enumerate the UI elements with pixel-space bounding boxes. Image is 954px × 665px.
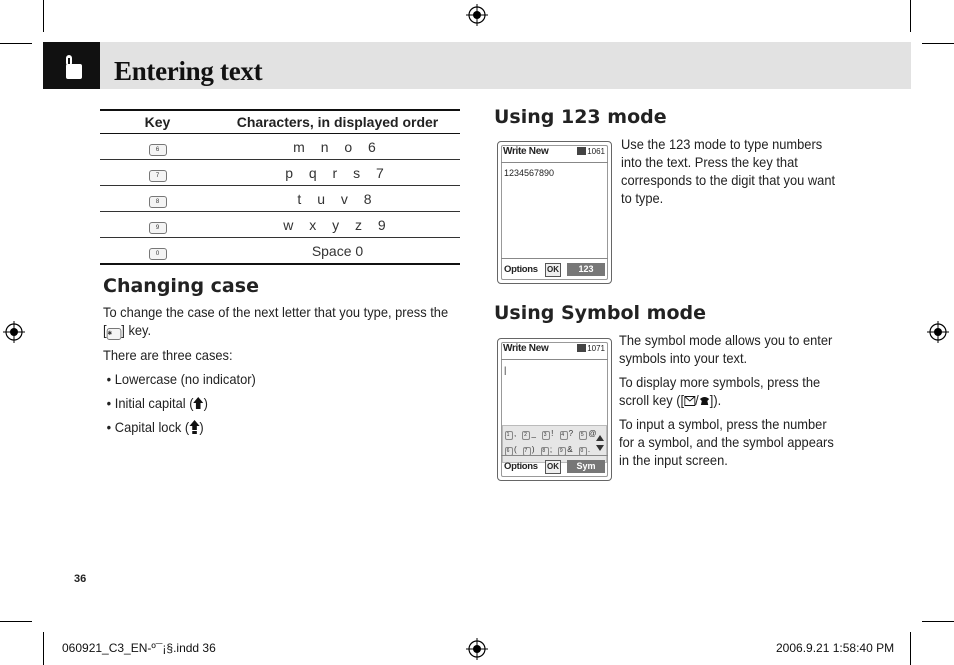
crop-mark <box>922 43 954 44</box>
table-row <box>100 134 460 160</box>
bullet-text: Capital lock ( <box>114 419 190 435</box>
scroll-arrows-icon[interactable] <box>596 435 604 451</box>
bullet-text: ) <box>199 419 204 435</box>
list-item: • Initial capital ( ) <box>106 395 208 411</box>
cases-intro: There are three cases: <box>103 347 233 363</box>
divider <box>501 359 608 360</box>
divider <box>501 162 608 163</box>
envelope-icon <box>684 396 695 406</box>
symbol-number: 0 <box>580 448 586 454</box>
table-row <box>100 238 460 265</box>
softkey-bar <box>501 457 608 477</box>
symbol-mode-paragraph: The symbol mode allows you to enter symbols into your text. <box>619 332 833 366</box>
ok-key[interactable]: OK <box>545 460 561 474</box>
key-9-icon: 9 <box>149 222 167 234</box>
symbol-number: 1 <box>506 432 512 438</box>
header-tab <box>43 42 100 89</box>
crop-mark <box>910 632 911 665</box>
list-item: • Lowercase (no indicator) <box>106 371 256 387</box>
mode-123-heading: Using 123 mode <box>494 106 667 128</box>
options-softkey[interactable]: Options <box>504 264 538 275</box>
symbol-number: 3 <box>543 432 549 438</box>
key-7-icon: 7 <box>149 170 167 182</box>
table-row <box>100 186 460 212</box>
bullet-text: Initial capital ( <box>114 395 194 411</box>
registration-mark-icon <box>927 321 949 343</box>
list-item: • Capital lock ( ) <box>106 419 204 435</box>
table-row <box>100 160 460 186</box>
input-text: 1234567890 <box>504 168 555 178</box>
char-counter <box>577 147 605 156</box>
mode-123-description: Use the 123 mode to type numbers into the text. Press the key that corresponds to the digit that you want to type. <box>621 136 836 206</box>
slug-date: 2006.9.21 1:58:40 PM <box>776 641 895 655</box>
initial-capital-icon <box>194 397 204 409</box>
characters-cell: w x y z 9 <box>283 216 392 233</box>
text-cursor: | <box>504 365 507 375</box>
column-header-key: Key <box>100 110 215 134</box>
key-0-icon: 0 <box>149 248 167 260</box>
table-row <box>100 212 460 238</box>
symbol-number: 5 <box>580 432 586 438</box>
abc-indicator-icon <box>577 147 586 155</box>
column-header-characters: Characters, in displayed order <box>215 110 460 134</box>
symbol-char[interactable]: . <box>587 445 593 454</box>
registration-mark-icon <box>466 638 488 660</box>
ok-key[interactable]: OK <box>545 263 561 277</box>
phone-icon <box>699 396 710 406</box>
symbol-char[interactable]: ; <box>549 445 555 454</box>
text-span: To change the case of the next letter that you type, press the [ <box>103 304 449 338</box>
crop-mark <box>910 0 911 32</box>
symbol-char[interactable]: , <box>514 429 519 438</box>
changing-case-heading: Changing case <box>103 275 259 297</box>
symbol-row-1 <box>505 429 598 440</box>
crop-mark <box>0 621 32 622</box>
phone-screen-123 <box>497 141 612 284</box>
star-key-icon: ✱ <box>107 328 122 340</box>
symbol-char[interactable]: & <box>567 445 575 454</box>
symbol-number: 9 <box>559 448 565 454</box>
crop-mark <box>43 0 44 32</box>
symbol-char[interactable]: ? <box>568 429 576 438</box>
symbol-char[interactable]: _ <box>531 429 538 438</box>
symbol-number: 6 <box>506 448 512 454</box>
symbol-mode-heading: Using Symbol mode <box>494 302 706 324</box>
key-8-icon: 8 <box>149 196 167 208</box>
symbol-number: 7 <box>524 448 530 454</box>
text-span: To display more symbols, press the scroll key ([ <box>619 374 821 408</box>
hand-pointer-icon <box>63 52 85 82</box>
symbol-char[interactable]: ! <box>551 429 556 438</box>
page-title: Entering text <box>114 56 263 86</box>
divider <box>501 455 608 456</box>
table-header-row <box>100 110 460 134</box>
counter-value: 1061 <box>587 147 605 156</box>
symbol-number: 4 <box>561 432 567 438</box>
slug-filename: 060921_C3_EN-º¯¡§.indd 36 <box>62 641 216 655</box>
crop-mark <box>43 632 44 665</box>
bullet-text: ) <box>203 395 208 411</box>
phone-screen-symbol <box>497 338 612 481</box>
softkey-bar <box>501 260 608 280</box>
symbol-char[interactable]: ( <box>514 445 519 454</box>
characters-cell: p q r s 7 <box>285 164 390 181</box>
char-counter <box>577 344 605 353</box>
symbol-char[interactable]: @ <box>588 429 599 438</box>
bullet-text: Lowercase (no indicator) <box>114 371 256 387</box>
symbol-number: 2 <box>524 432 529 438</box>
key-characters-table <box>100 109 460 265</box>
options-softkey[interactable]: Options <box>504 461 538 472</box>
symbol-mode-body <box>619 331 844 475</box>
text-span: ]). <box>709 392 722 408</box>
key-6-icon: 6 <box>149 144 167 156</box>
screen-title: Write New <box>503 343 549 354</box>
registration-mark-icon <box>466 4 488 26</box>
text-span: ] key. <box>121 322 152 338</box>
registration-mark-icon <box>3 321 25 343</box>
characters-cell: t u v 8 <box>297 190 378 207</box>
mode-indicator: Sym <box>567 460 605 473</box>
symbol-char[interactable]: ) <box>531 445 537 454</box>
changing-case-paragraph <box>103 303 453 340</box>
crop-mark <box>922 621 954 622</box>
characters-cell: m n o 6 <box>293 138 382 155</box>
changing-case-body <box>103 303 453 442</box>
abc-indicator-icon <box>577 344 586 352</box>
characters-cell: Space 0 <box>311 242 364 259</box>
capital-lock-icon <box>189 420 199 434</box>
screen-title: Write New <box>503 146 549 157</box>
crop-mark <box>0 43 32 44</box>
divider <box>501 258 608 259</box>
page-number: 36 <box>74 573 87 585</box>
mode-indicator: 123 <box>567 263 605 276</box>
symbol-mode-paragraph: To display more symbols, press the scroll key ([ / ]). <box>619 374 821 408</box>
symbol-mode-paragraph: To input a symbol, press the number for a symbol, and the symbol appears in the input screen. <box>619 416 834 468</box>
counter-value: 1071 <box>587 344 605 353</box>
symbol-number: 8 <box>542 448 548 454</box>
